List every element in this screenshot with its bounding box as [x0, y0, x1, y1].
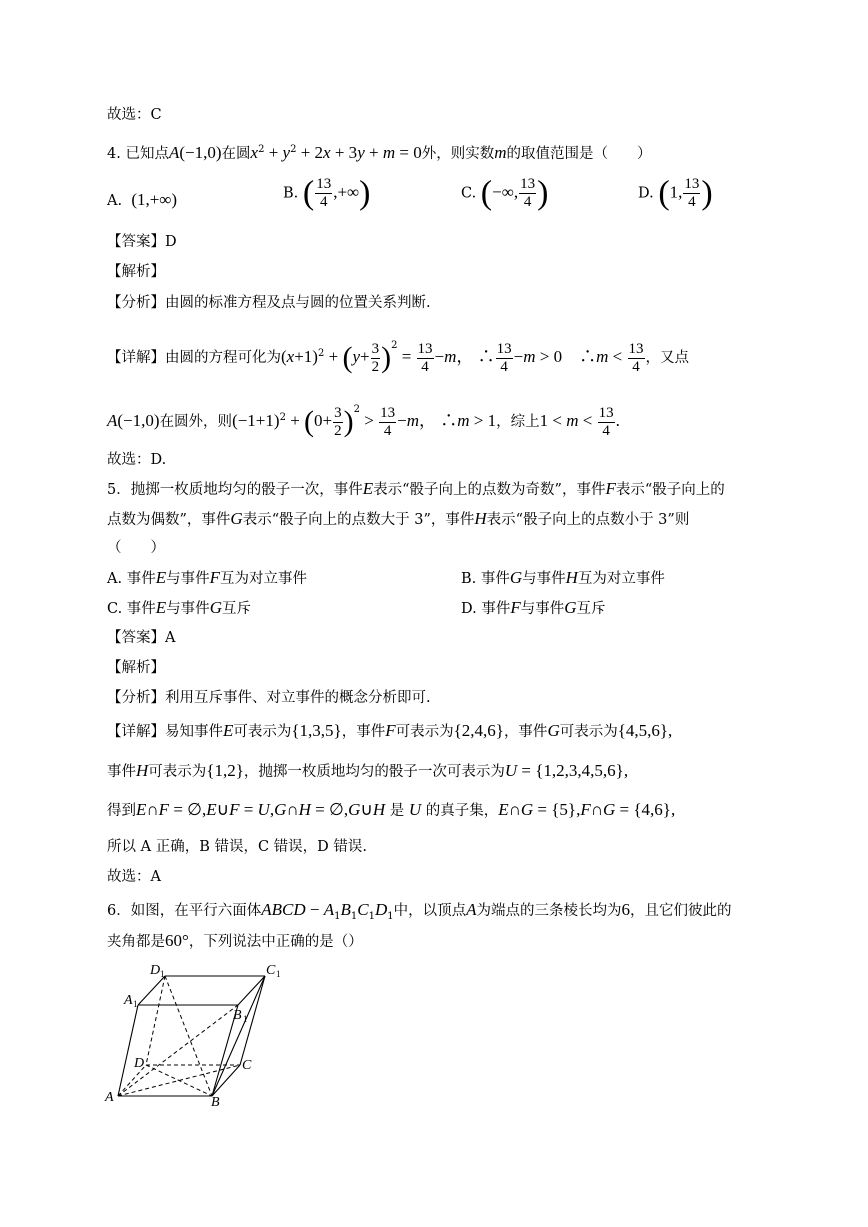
figure-label-A: A	[105, 1090, 114, 1105]
svg-text:1: 1	[276, 969, 281, 979]
q5-stem-1: 5．抛掷一枚质地均匀的骰子一次，事件E表示“骰子向上的点数为奇数”，事件F表示“骰子向上的	[107, 479, 725, 498]
q4-conclusion: 故选：D.	[107, 452, 167, 468]
q4-analysis: 【分析】由圆的标准方程及点与圆的位置关系判断.	[107, 295, 431, 311]
q3-conclusion: 故选：C	[107, 107, 162, 123]
q4-option-d[interactable]: D. (1, $\frac{13}{4}$ )	[638, 174, 713, 212]
q4-stem: 4. 已知点A(−1,0)在圆$x^2 + y^2 + 2x + 3y + m = 0$外，则实数m的取值范围是（ ）	[107, 142, 652, 162]
q5-option-a[interactable]: A. 事件E与事件F互为对立事件	[107, 568, 307, 587]
figure-label-C1: C	[266, 963, 276, 978]
q4-detail-2: A(−1,0)在圆外，则$(-1+1)^2 + (0+$ $\frac{3}{2}$ )$^2$ > $\frac{13}{4}$ −m， ∴m > 1，综上1 < m < $\frac{13}{4}$ .	[107, 404, 620, 439]
figure-label-A1: A	[124, 993, 133, 1008]
q4-option-a[interactable]: A. (1,+∞)	[107, 190, 178, 209]
q4-number: 4.	[107, 145, 121, 162]
q5-option-d[interactable]: D. 事件F与事件G互斥	[461, 598, 606, 617]
figure-label-C: C	[242, 1058, 252, 1073]
q5-stem-2: 点数为偶数”，事件G表示“骰子向上的点数大于 3”，事件H表示“骰子向上的点数小于 3”则	[107, 509, 690, 528]
svg-text:1: 1	[160, 969, 165, 979]
svg-text:1: 1	[243, 1014, 248, 1024]
q6-stem-1: 6．如图，在平行六面体ABCD − $A_1B_1C_1D_1$中，以顶点A为端点的三条棱长均为6，且它们彼此的	[107, 900, 732, 922]
q4-option-b[interactable]: B. ( $\frac{13}{4}$ ,+∞)	[283, 174, 371, 212]
q5-answer: 【答案】A	[107, 630, 176, 646]
q5-analysis-head: 【解析】	[107, 660, 165, 676]
figure-label-B: B	[211, 1095, 220, 1110]
figure-label-B1: B	[233, 1008, 242, 1023]
q5-stem-3: （ ）	[107, 540, 165, 556]
q4-analysis-head: 【解析】	[107, 264, 165, 280]
q5-detail-1: 【详解】易知事件E可表示为{1,3,5}，事件F可表示为{2,4,6}，事件G可表示为{4,5,6},	[107, 721, 673, 740]
q4-detail-1: 【详解】由圆的方程可化为$(x+1)^2 + (y+$ $\frac{3}{2}$ )$^2$ = $\frac{13}{4}$ −m， ∴ $\frac{13}{4}$ −m > 0 ∴m < $\frac{13}{4}$ ，又点	[107, 340, 690, 375]
figure-label-D1: D	[150, 963, 161, 978]
q4-answer: 【答案】D	[107, 234, 177, 250]
q5-detail-3: 得到E∩F = ∅,E∪F = U,G∩H = ∅,G∪H 是 U 的真子集，E∩G = {5},F∩G = {4,6},	[107, 800, 676, 819]
q5-option-c[interactable]: C. 事件E与事件G互斥	[107, 598, 251, 617]
q5-option-b[interactable]: B. 事件G与事件H互为对立事件	[461, 568, 665, 587]
figure-label-D: D	[134, 1056, 145, 1071]
q4-option-c[interactable]: C. (−∞, $\frac{13}{4}$ )	[461, 174, 549, 212]
q5-analysis: 【分析】利用互斥事件、对立事件的概念分析即可.	[107, 690, 431, 706]
q5-conclusion: 故选：A	[107, 869, 161, 885]
parallelepiped-figure	[100, 960, 280, 1110]
q6-stem-2: 夹角都是60°，下列说法中正确的是（）	[107, 931, 363, 950]
svg-text:1: 1	[133, 999, 138, 1009]
q5-detail-2: 事件H可表示为{1,2}，抛掷一枚质地均匀的骰子一次可表示为U = {1,2,3,4,5,6},	[107, 761, 629, 780]
q5-detail-4: 所以 A 正确，B 错误，C 错误，D 错误.	[107, 839, 368, 855]
